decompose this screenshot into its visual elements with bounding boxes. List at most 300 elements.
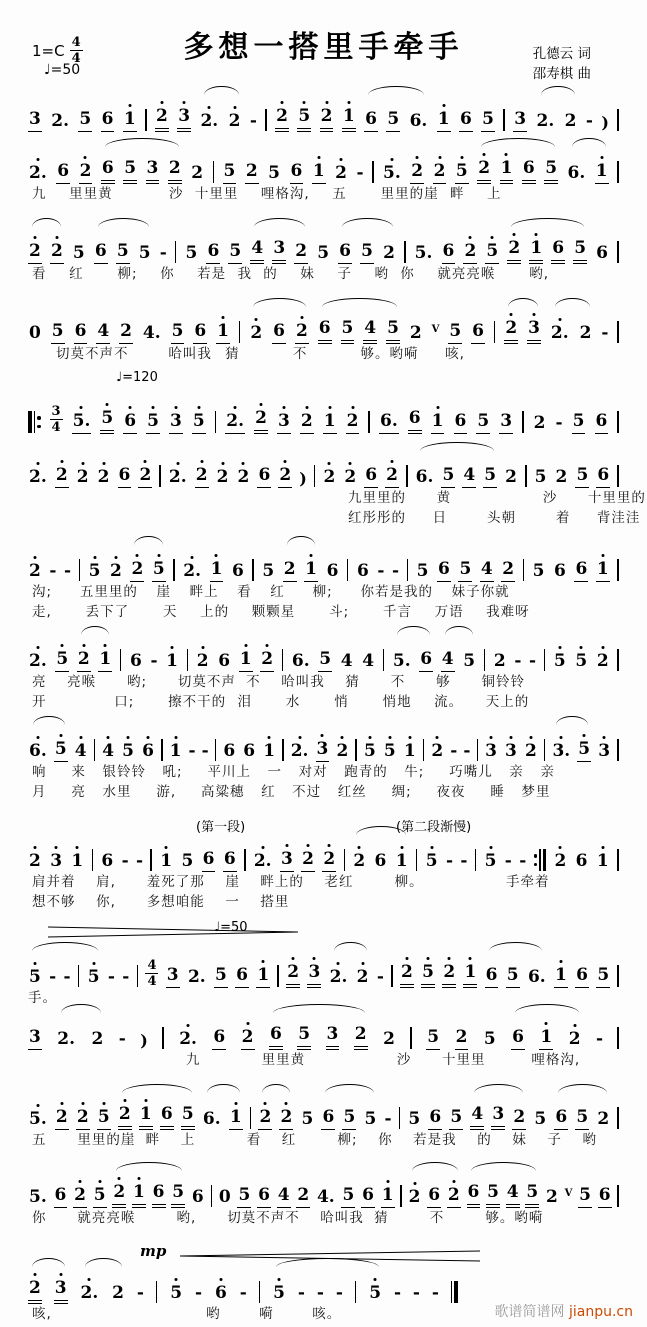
octave-dot — [59, 734, 62, 737]
note: 2 — [334, 164, 348, 184]
time-signature: 4 4 — [71, 35, 81, 66]
note: 5 — [485, 242, 499, 264]
duration-dash: - — [122, 967, 130, 988]
music-system — [28, 1014, 619, 1070]
octave-dot — [255, 318, 258, 321]
octave-dot — [559, 846, 562, 849]
octave-dot — [215, 554, 218, 557]
note: 6 — [575, 851, 588, 872]
octave-dot — [80, 406, 83, 409]
duration-dash: - — [49, 967, 57, 988]
note: 6 — [129, 651, 142, 672]
barline — [617, 1185, 619, 1207]
barline — [161, 739, 163, 761]
note: 6 — [374, 851, 387, 872]
octave-dot — [427, 957, 430, 960]
note: 5 — [123, 159, 137, 184]
barline — [282, 649, 284, 671]
note: 4 — [470, 1105, 484, 1130]
octave-dot — [187, 1024, 190, 1027]
barline — [211, 1184, 213, 1208]
octave-dot — [176, 462, 179, 465]
barline — [355, 739, 357, 761]
note: 5 — [573, 239, 587, 264]
slur-arc — [481, 138, 555, 147]
octave-dot — [260, 403, 263, 406]
slur-arc — [445, 626, 473, 635]
composer-credit: 邵寿棋 曲 — [532, 66, 591, 83]
note: 6 — [214, 1284, 228, 1304]
note: 2 — [433, 162, 447, 184]
octave-dot — [368, 736, 371, 739]
note: 5 — [486, 1183, 500, 1208]
note: 1 — [554, 966, 568, 988]
ts-top: 4 — [147, 958, 157, 973]
ts-bottom: 4 — [147, 974, 157, 989]
note: 2. — [28, 652, 48, 672]
note: 6 — [141, 742, 155, 762]
note: 5 — [214, 966, 228, 988]
note: 1 — [139, 1105, 153, 1130]
barline — [399, 1107, 401, 1129]
barline — [617, 240, 619, 264]
octave-dot — [36, 462, 39, 465]
note: 5 — [448, 322, 462, 344]
note: 5 — [341, 319, 355, 344]
note: 6. — [291, 651, 310, 672]
octave-dot — [174, 736, 177, 739]
note: 5 — [483, 466, 497, 488]
note: 5 — [223, 162, 237, 184]
note: 2 — [301, 850, 315, 872]
slur-arc — [134, 536, 163, 545]
repeat-dots — [37, 416, 41, 428]
barline — [355, 1281, 357, 1303]
note: 2 — [283, 560, 297, 582]
octave-dot — [535, 233, 538, 236]
octave-dot — [573, 1024, 576, 1027]
note: 5 — [318, 650, 332, 672]
octave-dot — [175, 1278, 178, 1281]
octave-dot — [317, 156, 320, 159]
lyric-line: 沟; 五里里的 崖 畔上 看 红 柳; 你若是我的 妹子你就 — [32, 584, 510, 600]
octave-dot — [82, 644, 85, 647]
note: 3 — [499, 412, 513, 434]
diminuendo-hairpin — [48, 926, 298, 938]
note: 2 — [28, 242, 42, 264]
barline — [416, 848, 418, 872]
octave-dot — [36, 646, 39, 649]
duration-dash: - — [150, 651, 158, 672]
note: 5 — [483, 1029, 496, 1050]
note: 5 — [421, 963, 435, 988]
note: 4 — [250, 239, 264, 264]
octave-dot — [191, 556, 194, 559]
note: 2 — [400, 963, 414, 988]
octave-dot — [171, 646, 174, 649]
duration-dash: - — [595, 1029, 604, 1050]
barline — [617, 964, 619, 988]
note: 6 — [551, 239, 565, 264]
note: 6 — [223, 741, 236, 762]
octave-dot — [491, 236, 494, 239]
credits — [533, 44, 591, 85]
octave-dot — [84, 156, 87, 159]
note: 3 — [326, 1025, 340, 1050]
slur-arc — [253, 298, 306, 307]
note: 1 — [312, 162, 326, 184]
note: 4 — [74, 742, 88, 762]
barline — [150, 849, 152, 871]
octave-dot — [490, 736, 493, 739]
note: 6 — [454, 412, 468, 434]
barline — [372, 160, 374, 184]
note: 2 — [79, 162, 93, 184]
music-system — [28, 228, 619, 284]
barline — [259, 1281, 261, 1303]
barline — [239, 321, 241, 343]
barline — [215, 738, 217, 762]
note: 1 — [239, 650, 253, 672]
barline — [265, 109, 267, 131]
note: 1 — [262, 742, 276, 762]
note: 4 — [362, 651, 375, 672]
barline — [617, 109, 619, 131]
duration-dash: - — [393, 1283, 401, 1304]
barline — [523, 558, 525, 582]
note: 5 — [152, 560, 166, 582]
note: 2 — [295, 322, 309, 344]
note: 5 — [297, 107, 311, 132]
tempo-marking: ♩=120 — [116, 370, 158, 385]
note: 2 — [493, 651, 506, 672]
note: 4 — [441, 650, 455, 672]
barline — [410, 1026, 412, 1050]
note: 2 — [322, 468, 336, 488]
note: 5 — [484, 852, 498, 872]
notation-line — [28, 1172, 619, 1208]
octave-dot — [197, 406, 200, 409]
octave-dot — [219, 1278, 222, 1281]
barline — [156, 1280, 158, 1304]
section-label: (第二段渐慢) — [396, 820, 472, 835]
lyric-line: 月 亮 水里 游, 高粱穗 红 不过 红丝 绸; 夜夜 睡 梦里 — [32, 784, 551, 800]
tempo-marking: ♩=50 — [214, 920, 248, 935]
slur-arc — [541, 86, 575, 95]
barline — [617, 558, 619, 582]
barline — [145, 108, 147, 132]
octave-dot — [305, 406, 308, 409]
barline — [617, 321, 619, 343]
barline — [617, 1027, 619, 1049]
notation-line — [28, 228, 619, 264]
octave-dot — [580, 646, 583, 649]
barline — [617, 160, 619, 184]
note: 3 — [307, 963, 321, 988]
note: 2 — [300, 412, 314, 434]
barline — [250, 1107, 252, 1129]
octave-dot — [400, 846, 403, 849]
octave-dot — [123, 1099, 126, 1102]
note: 3 — [504, 742, 518, 762]
octave-dot — [438, 156, 441, 159]
octave-dot — [104, 644, 107, 647]
note: 5 — [532, 561, 545, 582]
octave-dot — [298, 736, 301, 739]
duration-dash: - — [195, 1283, 203, 1304]
repeat-dots — [534, 854, 538, 866]
octave-dot — [374, 1278, 377, 1281]
note: 6 — [595, 412, 609, 434]
slur-arc — [471, 1162, 536, 1171]
note: 6 — [364, 110, 378, 132]
octave-dot — [558, 318, 561, 321]
barline — [522, 411, 524, 433]
barline — [368, 410, 370, 434]
octave-dot — [413, 1182, 416, 1185]
final-barline — [451, 1280, 458, 1304]
note: 6 — [212, 1028, 226, 1050]
note: 5 — [51, 322, 65, 344]
note: 6 — [206, 242, 220, 264]
barline — [617, 108, 619, 132]
music-system — [28, 452, 646, 528]
octave-dot — [93, 556, 96, 559]
octave-dot — [234, 1102, 237, 1105]
note: 2 — [76, 1108, 90, 1130]
note: 2 — [346, 412, 360, 434]
parenthesis: ) — [601, 112, 609, 132]
note: 6. — [415, 467, 434, 488]
octave-dot — [489, 846, 492, 849]
note: 0 — [218, 1187, 231, 1208]
lyric-line: 看 红 柳; 你 若是 我 的 妹 子 哟 你 就亮亮喉 哟, — [32, 266, 550, 282]
octave-dot — [452, 1180, 455, 1183]
note: 2 — [168, 159, 182, 184]
barline — [617, 241, 619, 263]
octave-dot — [285, 1102, 288, 1105]
octave-dot — [313, 957, 316, 960]
note: 2 — [477, 159, 491, 184]
note: 5 — [441, 466, 455, 488]
octave-dot — [36, 736, 39, 739]
note: 4 — [96, 322, 110, 344]
note: 5 — [525, 1183, 539, 1208]
music-system — [28, 546, 619, 622]
note: 6 — [257, 1186, 271, 1208]
octave-dot — [88, 1278, 91, 1281]
duration-dash: - — [529, 651, 537, 672]
note: 1 — [123, 110, 137, 132]
octave-dot — [60, 460, 63, 463]
note: 6 — [101, 110, 115, 132]
note: 6 — [554, 1108, 568, 1130]
note: 2. — [57, 1029, 76, 1050]
octave-dot — [33, 846, 36, 849]
octave-dot — [436, 736, 439, 739]
barline — [400, 1185, 402, 1207]
note: 2 — [112, 1183, 126, 1208]
note: 5 — [301, 1109, 314, 1130]
barline — [383, 649, 385, 671]
music-system — [28, 148, 619, 204]
note: 6 — [272, 322, 286, 344]
barline — [265, 108, 267, 132]
tempo-marking: ♩=50 — [44, 62, 81, 78]
octave-dot — [262, 960, 265, 963]
note: 2. — [178, 1030, 198, 1050]
duration-dash: - — [201, 741, 209, 762]
note: 1 — [159, 852, 173, 872]
octave-dot — [33, 1273, 36, 1276]
note: 5 — [317, 243, 330, 264]
score-header — [0, 0, 647, 96]
octave-dot — [33, 236, 36, 239]
octave-dot — [583, 734, 586, 737]
note: 2 — [447, 1186, 461, 1208]
note: 5 — [28, 968, 42, 988]
octave-dot — [416, 156, 419, 159]
note: 2 — [245, 162, 259, 184]
note: 2 — [356, 968, 370, 988]
note: 2 — [568, 1030, 582, 1050]
music-system — [28, 636, 619, 712]
barline — [159, 465, 161, 487]
octave-dot — [533, 313, 536, 316]
lyric-line: 走, 丢下了 天 上的 颗颗星 斗; 千言 万语 我难呀 — [32, 604, 530, 620]
slur-arc — [558, 1084, 607, 1093]
footer-watermark — [495, 1301, 633, 1321]
note: 2 — [195, 466, 209, 488]
barline — [477, 738, 479, 762]
note: 3 — [177, 107, 191, 132]
note: 1 — [403, 742, 417, 762]
octave-dot — [36, 158, 39, 161]
octave-dot — [442, 104, 445, 107]
note: 6 — [94, 242, 108, 264]
note: 5 — [171, 1183, 185, 1208]
octave-dot — [264, 1102, 267, 1105]
barline — [277, 965, 279, 987]
note: 2 — [73, 1186, 87, 1208]
duration-dash: - — [601, 323, 609, 344]
note: 3 — [49, 852, 63, 872]
note: 5 — [192, 412, 206, 434]
note: 5 — [416, 561, 429, 582]
music-system — [28, 1172, 619, 1228]
note: 1 — [165, 652, 179, 672]
note: 6 — [223, 850, 237, 872]
slur-arc — [32, 1258, 65, 1267]
barline — [79, 558, 81, 582]
note: 6 — [575, 966, 589, 988]
note: 2 — [553, 852, 567, 872]
note: 2 — [97, 468, 111, 488]
note: 2 — [383, 243, 395, 264]
note: 2. — [225, 412, 245, 434]
note: 3. — [551, 742, 571, 762]
note: 6 — [338, 242, 352, 264]
note: 2 — [533, 413, 546, 434]
barline — [368, 411, 370, 433]
octave-dot — [341, 736, 344, 739]
note: 3 — [597, 742, 611, 762]
barline — [78, 965, 80, 987]
note: 5 — [449, 1108, 463, 1130]
note: 5 — [342, 1108, 356, 1130]
note: 5 — [578, 1186, 592, 1208]
note: 2 — [275, 107, 289, 132]
barline — [244, 848, 246, 872]
notation-line — [28, 1014, 619, 1050]
barline — [282, 739, 284, 761]
octave-dot — [284, 460, 287, 463]
notation-line — [28, 636, 619, 672]
note: 5 — [544, 159, 558, 184]
octave-dot — [408, 736, 411, 739]
note: 2. — [253, 852, 273, 872]
note: 1 — [304, 560, 318, 582]
notation-line — [28, 398, 619, 434]
note: 2 — [352, 852, 366, 872]
octave-dot — [601, 846, 604, 849]
barline — [150, 848, 152, 872]
barline — [410, 1027, 412, 1049]
barline — [173, 558, 175, 582]
note: 5 — [54, 740, 68, 762]
note: 2 — [564, 111, 577, 132]
barline — [252, 559, 254, 581]
note: 2 — [254, 409, 268, 434]
note: 5 — [426, 1028, 440, 1050]
note: 1 — [595, 162, 609, 184]
note: 5 — [572, 412, 586, 434]
octave-dot — [603, 736, 606, 739]
slur-arc — [105, 138, 179, 147]
barline — [423, 738, 425, 762]
octave-dot — [386, 1180, 389, 1183]
note: 6 — [218, 651, 231, 672]
note: 2 — [77, 650, 91, 672]
note: 1 — [210, 560, 224, 582]
barline — [162, 1026, 164, 1050]
note: 2. — [329, 968, 349, 988]
note: 5 — [553, 652, 567, 672]
note: 1 — [529, 239, 543, 264]
note: 2 — [155, 107, 169, 132]
octave-dot — [281, 101, 284, 104]
note: 6 — [191, 1187, 204, 1208]
barline — [173, 559, 175, 581]
site-link[interactable]: jianpu.cn — [568, 1304, 633, 1320]
octave-dot — [266, 644, 269, 647]
note: 6 — [485, 966, 499, 988]
barline — [156, 1281, 158, 1303]
duration-dash: - — [431, 1283, 439, 1304]
note: 2. — [168, 468, 188, 488]
octave-dot — [107, 736, 110, 739]
note: 5 — [181, 851, 194, 872]
note: 3 — [316, 740, 330, 762]
note: 0 — [29, 323, 41, 344]
note: 4 — [277, 1186, 291, 1208]
note: 2 — [191, 163, 204, 184]
octave-dot — [601, 646, 604, 649]
duration-dash: - — [107, 967, 115, 988]
music-system — [28, 370, 619, 434]
octave-dot — [349, 462, 352, 465]
note: 2 — [228, 112, 242, 132]
